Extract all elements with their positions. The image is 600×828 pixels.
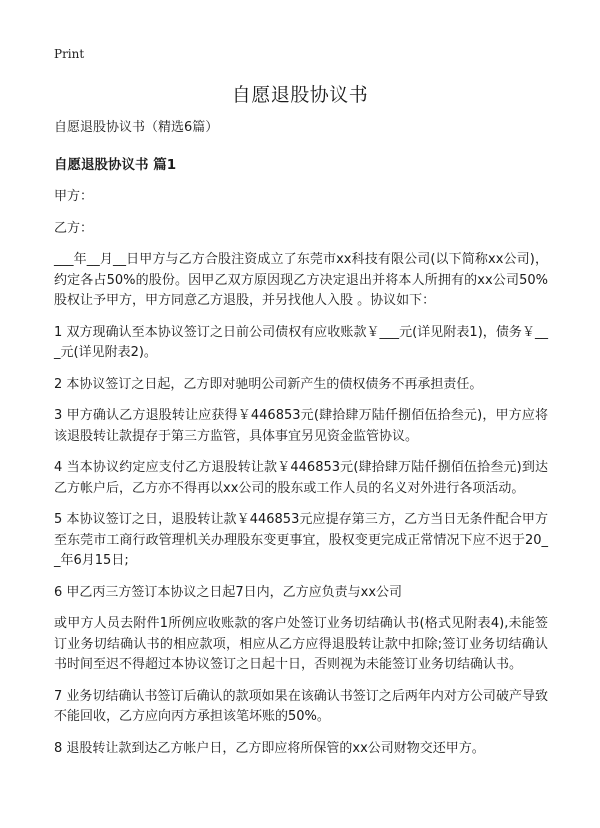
paragraph-clause-7: 7 业务切结确认书签订后确认的款项如果在该确认书签订之后两年内对方公司破产导致不能回收，乙方应向丙方承担该笔坏账的50%。: [54, 688, 548, 724]
section-heading: 自愿退股协议书 篇1: [54, 157, 177, 173]
paragraph-clause-8: 8 退股转让款到达乙方帐户日，乙方即应将所保管的xx公司财物交还甲方。: [54, 740, 485, 756]
paragraph-clause-5: 5 本协议签订之日，退股转让款￥446853元应提存第三方，乙方当日无条件配合甲方至东莞市工商行政管理机关办理股东变更事宜，股权变更完成正常情况下应不迟于20__年6月15日;: [54, 512, 548, 568]
party-b-line: 乙方：: [54, 220, 94, 236]
document-body: [54, 118, 548, 770]
paragraph-clause-6: 6 甲乙丙三方签订本协议之日起7日内，乙方应负责与xx公司: [54, 584, 403, 600]
paragraph-clause-3: 3 甲方确认乙方退股转让应获得￥446853元(肆拾肆万陆仟捌佰伍拾叁元)，甲方应将该退股转让款提存于第三方监管，具体事宜另见资金监管协议。: [54, 408, 548, 444]
party-a-line: 甲方：: [54, 189, 94, 204]
paragraph-intro: ___年__月__日甲方与乙方合股注资成立了东莞市xx科技有限公司(以下简称xx公司)，约定各占50%的股份。因甲乙双方原因现乙方决定退出并将本人所拥有的xx公司50%股权让予甲方，甲方同意乙方退股，并另找他人入股 。协议如下：: [54, 252, 548, 308]
document-subtitle: 自愿退股协议书（精选6篇）: [54, 120, 219, 135]
paragraph-clause-6-continued: 或甲方人员去附件1所例应收账款的客户处签订业务切结确认书(格式见附表4),未能签订业务切结确认书的相应款项，相应从乙方应得退股转让款中扣除;签订业务切结确认书时间至迟不得超过本协议签订之日起十日，否则视为未能签订业务切结确认书。: [54, 616, 548, 672]
print-link[interactable]: Print: [54, 47, 85, 61]
paragraph-clause-4: 4 当本协议约定应支付乙方退股转让款￥446853元(肆拾肆万陆仟捌佰伍拾叁元)到达乙方帐户后，乙方亦不得再以xx公司的股东或工作人员的名义对外进行各项活动。: [54, 460, 548, 496]
paragraph-clause-2: 2 本协议签订之日起，乙方即对驰明公司新产生的债权债务不再承担责任。: [54, 376, 483, 392]
paragraph-clause-1: 1 双方现确认至本协议签订之日前公司债权有应收账款￥___元(详见附表1)，债务￥___元(详见附表2)。: [54, 324, 548, 360]
document-title: 自愿退股协议书: [231, 84, 369, 106]
